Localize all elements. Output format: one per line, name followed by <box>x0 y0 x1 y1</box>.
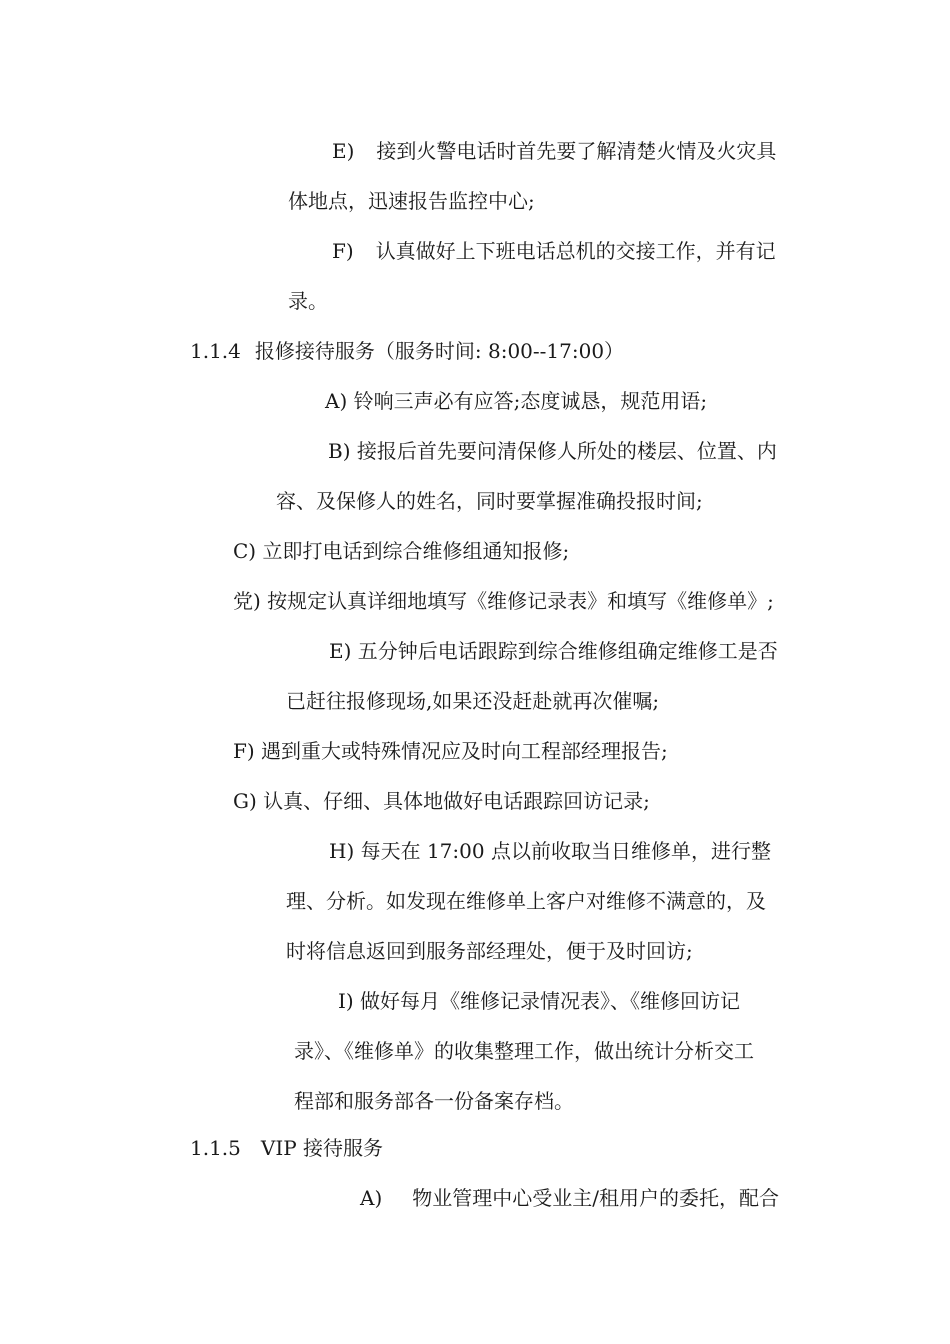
item-i-continuation-2: 程部和服务部各一份备案存档。 <box>294 1089 574 1113</box>
item-i-continuation-1: 录》、《维修单》的收集整理工作，做出统计分析交工 <box>294 1039 754 1063</box>
item-d-fill-forms: 党) 按规定认真详细地填写《维修记录表》和填写《维修单》; <box>233 589 774 613</box>
item-e-follow-up-continuation: 已赶往报修现场,如果还没赶赴就再次催嘱; <box>286 689 660 713</box>
item-b-ask-details: B) 接报后首先要问清保修人所处的楼层、位置、内 <box>328 439 777 463</box>
item-label: A) <box>360 1186 383 1210</box>
section-number: 1.1.5 <box>190 1136 241 1160</box>
item-text: 认真做好上下班电话总机的交接工作，并有记 <box>375 239 776 263</box>
item-g-record: G) 认真、仔细、具体地做好电话跟踪回访记录; <box>233 789 650 813</box>
item-h-daily-collect: H) 每天在 17:00 点以前收取当日维修单，进行整 <box>329 839 771 863</box>
item-f-continuation: 录。 <box>288 289 328 313</box>
item-h-continuation-1: 理、分析。如发现在维修单上客户对维修不满意的，及 <box>286 889 766 913</box>
item-e-follow-up: E) 五分钟后电话跟踪到综合维修组确定维修工是否 <box>329 639 778 663</box>
item-text: 物业管理中心受业主/租用户的委托，配合 <box>412 1186 779 1210</box>
section-heading-1-1-4 <box>190 337 624 365</box>
item-label: F) <box>332 239 354 263</box>
item-f-report-major: F) 遇到重大或特殊情况应及时向工程部经理报告; <box>233 739 668 763</box>
section-title: VIP 接待服务 <box>260 1136 384 1160</box>
section-title: 报修接待服务（服务时间: 8:00--17:00） <box>254 339 625 363</box>
item-label: E) <box>332 139 355 163</box>
item-a-answer-call: A) 铃响三声必有应答;态度诚恳，规范用语; <box>325 389 708 413</box>
section-heading-1-1-5 <box>190 1134 383 1162</box>
section-number: 1.1.4 <box>190 339 241 363</box>
item-e-fire-call <box>332 137 776 165</box>
item-f-handover <box>332 237 776 265</box>
item-text: 接到火警电话时首先要了解清楚火情及火灾具 <box>376 139 777 163</box>
item-i-monthly-archive: I) 做好每月《维修记录情况表》、《维修回访记 <box>338 989 741 1013</box>
item-e-continuation: 体地点，迅速报告监控中心; <box>288 189 535 213</box>
item-a-vip-commission <box>360 1184 779 1212</box>
item-c-notify-repair: C) 立即打电话到综合维修组通知报修; <box>233 539 570 563</box>
item-h-continuation-2: 时将信息返回到服务部经理处，便于及时回访; <box>286 939 693 963</box>
item-b-continuation: 容、及保修人的姓名，同时要掌握准确投报时间; <box>276 489 703 513</box>
